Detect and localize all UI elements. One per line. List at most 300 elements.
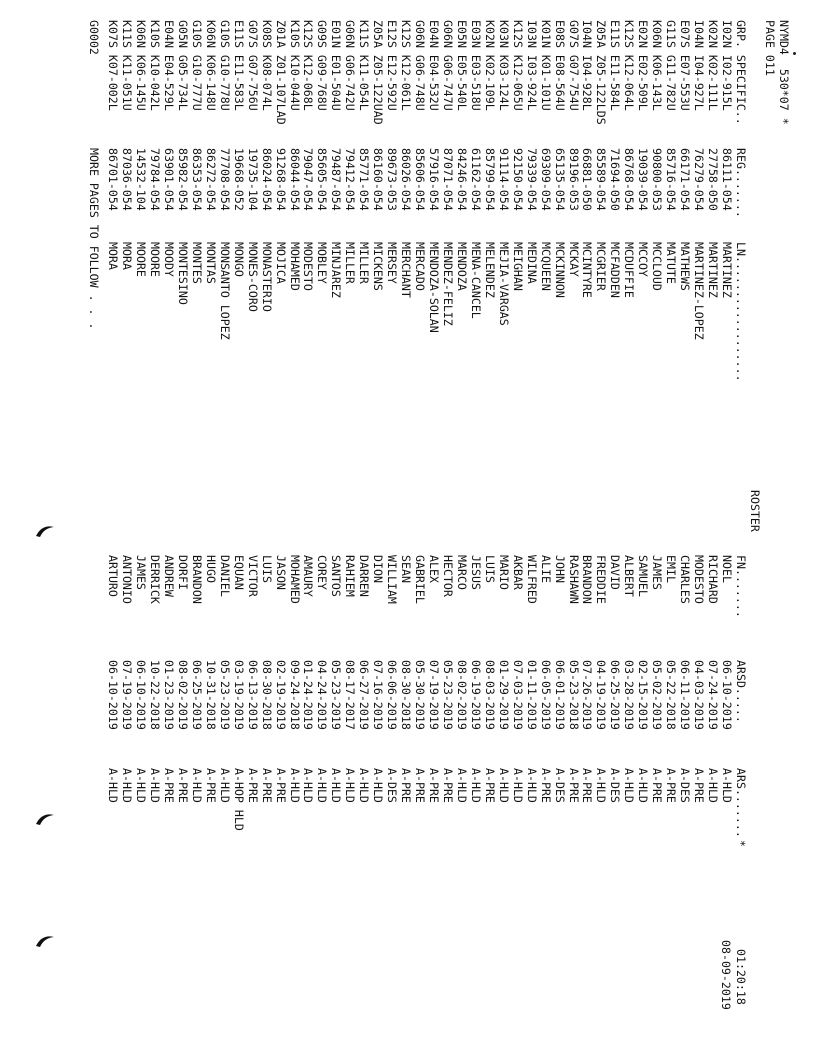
- table-row: [663, 20, 678, 1030]
- row-ars-status: A-DES: [608, 768, 623, 803]
- row-first-name: RASHAWN: [566, 555, 581, 604]
- row-group-spec: K02N K02-109L: [482, 20, 497, 111]
- row-last-name: MERSEY: [385, 242, 400, 284]
- row-group-spec: I03N I03-924L: [524, 20, 539, 111]
- table-row: [203, 20, 218, 1030]
- row-reg-number: 87036-054: [120, 148, 135, 211]
- row-last-name: MELENDEZ: [482, 242, 497, 298]
- row-group-spec: I04N I04-927L: [692, 20, 707, 111]
- binder-hole-mark: [34, 812, 56, 826]
- row-group-spec: G06N G06-742U: [343, 20, 358, 111]
- row-group-spec: Z05A Z05-122UAD: [371, 20, 386, 125]
- row-reg-number: 90800-053: [650, 148, 665, 211]
- row-ars-date: 07-19-2019: [427, 660, 442, 730]
- row-ars-date: 08-02-2019: [454, 660, 469, 730]
- row-last-name: MATUTE: [664, 242, 679, 284]
- row-ars-status: A-HLD: [706, 768, 720, 803]
- row-ars-status: A-HLD: [329, 768, 344, 803]
- header-star: *: [733, 840, 748, 847]
- row-ars-date: 03-19-2019: [231, 660, 246, 730]
- row-last-name: MODESTO: [301, 242, 316, 291]
- row-first-name: BRANDON: [580, 555, 595, 604]
- table-row: [217, 20, 232, 1030]
- row-first-name: MARCO: [454, 555, 469, 590]
- row-last-name: MCCLOUD: [650, 242, 665, 291]
- column-header-reg: REG.......: [734, 148, 748, 218]
- row-reg-number: 86160-054: [371, 148, 386, 211]
- column-header-grp: GRP. SPECIFIC..: [734, 20, 748, 125]
- table-row: [454, 20, 469, 1030]
- row-group-spec: K08S K08-074L: [259, 20, 274, 111]
- row-reg-number: 79784-054: [148, 148, 163, 211]
- row-last-name: MATHEWS: [678, 242, 693, 291]
- row-first-name: CHARLES: [678, 555, 693, 604]
- row-ars-date: 06-10-2019: [106, 660, 121, 730]
- row-reg-number: 85606-054: [413, 148, 428, 211]
- report-id: NYMD4 530*07 *: [777, 20, 791, 125]
- row-group-spec: G05N G05-734L: [176, 20, 190, 111]
- row-reg-number: 85605-054: [315, 148, 330, 211]
- row-last-name: MARTINEZ: [720, 242, 734, 298]
- row-group-spec: E04N E04-529L: [162, 20, 176, 111]
- row-first-name: RAHIEM: [343, 555, 358, 597]
- row-last-name: MCKAY: [566, 242, 581, 277]
- row-group-spec: G06N G06-748U: [413, 20, 428, 111]
- report-title: ROSTER: [748, 490, 763, 532]
- row-first-name: JAMES: [650, 555, 665, 590]
- row-reg-number: 63901-054: [162, 148, 176, 211]
- row-last-name: MONSANTO LOPEZ: [217, 242, 232, 340]
- row-last-name: MONTAS: [203, 242, 218, 284]
- row-group-spec: G07S G07-754U: [566, 20, 581, 111]
- row-last-name: MOHAMED: [287, 242, 302, 291]
- row-first-name: SEAN: [399, 555, 414, 583]
- table-row: [426, 20, 441, 1030]
- row-ars-status: A-PRE: [482, 768, 497, 803]
- row-ars-status: A-HLD: [134, 768, 149, 803]
- row-ars-date: 06-27-2019: [357, 660, 372, 730]
- scan-speck: [793, 52, 796, 55]
- row-last-name: MENDOZA: [454, 242, 469, 291]
- row-ars-status: A-PRE: [176, 768, 190, 803]
- row-ars-status: A-HLD: [720, 768, 734, 803]
- row-ars-date: 04-03-2019: [692, 660, 707, 730]
- row-reg-number: 19668-052: [231, 148, 246, 211]
- footer-message: MORE PAGES TO FOLLOW . . .: [87, 148, 101, 330]
- column-header-row: [733, 20, 748, 1030]
- table-row: [496, 20, 511, 1030]
- row-last-name: MCFADDEN: [608, 242, 623, 298]
- row-group-spec: K06N K06-145U: [134, 20, 149, 111]
- row-group-spec: E07S E07-553U: [678, 20, 693, 111]
- row-first-name: ALBERT: [622, 555, 637, 597]
- row-first-name: WILLIAM: [385, 555, 400, 604]
- row-ars-status: A-PRE: [580, 768, 595, 803]
- row-last-name: MERCADO: [413, 242, 428, 291]
- row-ars-date: 01-11-2019: [524, 660, 539, 730]
- table-row: [482, 20, 497, 1030]
- row-ars-status: A-PRE: [273, 768, 288, 803]
- row-first-name: ANTONIO: [120, 555, 135, 604]
- row-first-name: GABRIEL: [413, 555, 428, 604]
- row-group-spec: Z01A Z01-107LAD: [273, 20, 288, 125]
- row-reg-number: 86768-054: [622, 148, 637, 211]
- row-first-name: EMIL: [664, 555, 679, 583]
- row-reg-number: 92150-054: [510, 148, 525, 211]
- row-group-spec: K06N K06-148U: [203, 20, 218, 111]
- row-ars-date: 05-02-2019: [650, 660, 665, 730]
- row-reg-number: 19735-104: [245, 148, 260, 211]
- row-first-name: MARIO: [496, 555, 511, 590]
- row-reg-number: 61162-054: [468, 148, 483, 211]
- row-ars-status: A-PRE: [664, 768, 679, 803]
- row-ars-date: 05-30-2019: [413, 660, 428, 730]
- row-group-spec: E11S E11-583L: [231, 20, 246, 111]
- row-last-name: MEJIA-VARGAS: [496, 242, 511, 326]
- row-group-spec: K10S K10-042L: [148, 20, 163, 111]
- binder-hole-mark: [34, 934, 56, 948]
- table-row: [342, 20, 357, 1030]
- row-ars-status: A-HLD: [622, 768, 637, 803]
- row-ars-status: A-PRE: [566, 768, 581, 803]
- table-row: [119, 20, 134, 1030]
- row-last-name: MARTINEZ-LOPEZ: [692, 242, 707, 340]
- row-reg-number: 85982-054: [176, 148, 190, 211]
- row-last-name: MCDUFFIE: [622, 242, 637, 298]
- table-row: [566, 20, 581, 1030]
- row-reg-number: 86024-054: [259, 148, 274, 211]
- row-group-spec: K12S K12-061L: [399, 20, 414, 111]
- row-first-name: LUIS: [482, 555, 497, 583]
- row-ars-date: 07-26-2019: [580, 660, 595, 730]
- table-row: [315, 20, 330, 1030]
- row-ars-status: A-HLD: [120, 768, 135, 803]
- row-reg-number: 19039-054: [636, 148, 651, 211]
- row-ars-date: 01-23-2019: [162, 660, 176, 730]
- row-last-name: MOORE: [148, 242, 163, 277]
- row-ars-date: 06-13-2019: [245, 660, 260, 730]
- table-row: [677, 20, 692, 1030]
- table-row: [719, 20, 734, 1030]
- row-ars-date: 08-17-2017: [343, 660, 358, 730]
- row-ars-status: A-HLD: [496, 768, 511, 803]
- row-group-spec: E11S E11-584L: [608, 20, 623, 111]
- row-first-name: VICTOR: [245, 555, 260, 597]
- roster-printout: [86, 20, 791, 1030]
- row-last-name: MONES-CORO: [245, 242, 260, 312]
- row-reg-number: 86044-054: [287, 148, 302, 211]
- row-ars-date: 06-25-2019: [189, 660, 204, 730]
- table-row: [593, 20, 608, 1030]
- table-row: [245, 20, 260, 1030]
- row-reg-number: 89196-053: [566, 148, 581, 211]
- row-first-name: DORFI: [176, 555, 190, 590]
- row-first-name: FREDDIE: [594, 555, 609, 604]
- row-ars-date: 07-19-2019: [120, 660, 135, 730]
- row-ars-status: A-HLD: [524, 768, 539, 803]
- row-first-name: MOHAMED: [287, 555, 302, 604]
- row-first-name: ANDREW: [162, 555, 176, 597]
- row-reg-number: 77708-054: [217, 148, 232, 211]
- row-ars-date: 04-19-2019: [594, 660, 609, 730]
- row-reg-number: 66171-054: [678, 148, 693, 211]
- row-ars-status: A-PRE: [399, 768, 414, 803]
- row-reg-number: 86111-054: [720, 148, 734, 211]
- row-ars-status: A-HLD: [357, 768, 372, 803]
- row-reg-number: 79487-054: [329, 148, 344, 211]
- row-reg-number: 87071-054: [441, 148, 455, 211]
- row-last-name: MCINTYRE: [580, 242, 595, 298]
- row-reg-number: 86272-054: [203, 148, 218, 211]
- row-ars-date: 01-29-2019: [496, 660, 511, 730]
- row-group-spec: Z05A Z05-122LDS: [594, 20, 609, 125]
- row-group-spec: G10S G10-778U: [217, 20, 232, 111]
- column-header-fn: FN.......: [734, 555, 748, 618]
- row-last-name: MILLER: [343, 242, 358, 284]
- row-group-spec: G09S G09-768U: [315, 20, 330, 111]
- table-row: [287, 20, 302, 1030]
- row-group-spec: E02N E02-509L: [636, 20, 651, 111]
- row-reg-number: 89673-053: [385, 148, 400, 211]
- row-ars-status: A-PRE: [203, 768, 218, 803]
- table-row: [259, 20, 274, 1030]
- row-group-spec: K12S K12-068L: [301, 20, 316, 111]
- row-group-spec: G10S G10-777U: [189, 20, 204, 111]
- row-reg-number: 79412-054: [343, 148, 358, 211]
- row-reg-number: 85716-054: [664, 148, 679, 211]
- row-ars-status: A-HLD: [454, 768, 469, 803]
- row-ars-date: 06-05-2019: [538, 660, 553, 730]
- report-time: 01:20:18: [734, 949, 749, 1005]
- row-ars-status: A-PRE: [259, 768, 274, 803]
- table-row: [621, 20, 636, 1030]
- row-last-name: MONGO: [231, 242, 246, 277]
- row-last-name: MORA: [106, 242, 121, 270]
- row-group-spec: E04N E04-532U: [427, 20, 442, 111]
- row-first-name: RICHARD: [706, 555, 720, 604]
- row-ars-status: A-HLD: [315, 768, 330, 803]
- row-last-name: MORA: [120, 242, 135, 270]
- row-last-name: MENA-CANCEL: [468, 242, 483, 319]
- row-reg-number: 84246-054: [454, 148, 469, 211]
- table-row: [301, 20, 316, 1030]
- row-ars-status: A-DES: [678, 768, 693, 803]
- row-first-name: JAMES: [134, 555, 149, 590]
- table-row: [649, 20, 664, 1030]
- row-ars-date: 06-10-2019: [134, 660, 149, 730]
- row-ars-date: 06-11-2019: [678, 660, 693, 730]
- row-ars-status: A-PRE: [427, 768, 442, 803]
- row-first-name: DERRICK: [148, 555, 163, 604]
- row-reg-number: 65135-054: [552, 148, 567, 211]
- row-last-name: MONASTERIO: [259, 242, 274, 312]
- row-reg-number: 79047-054: [301, 148, 316, 211]
- table-row: [705, 20, 720, 1030]
- row-first-name: JOHN: [552, 555, 567, 583]
- row-ars-status: A-PRE: [538, 768, 553, 803]
- table-row: [552, 20, 567, 1030]
- row-ars-date: 08-30-2018: [399, 660, 414, 730]
- table-row: [328, 20, 343, 1030]
- row-reg-number: 79339-054: [524, 148, 539, 211]
- row-ars-status: A-HLD: [468, 768, 483, 803]
- row-last-name: MOODY: [162, 242, 176, 277]
- row-first-name: JESUS: [468, 555, 483, 590]
- row-first-name: ALEX: [427, 555, 442, 583]
- row-ars-status: A-HLD: [287, 768, 302, 803]
- row-ars-date: 06-10-2019: [720, 660, 734, 730]
- row-last-name: MOORE: [134, 242, 149, 277]
- row-ars-date: 09-24-2018: [287, 660, 302, 730]
- row-last-name: MOBLEY: [315, 242, 330, 284]
- row-last-name: MEIGHAN: [510, 242, 525, 291]
- column-header-ln: LN..................: [734, 242, 748, 382]
- row-reg-number: 86026-054: [399, 148, 414, 211]
- row-first-name: HECTOR: [441, 555, 455, 597]
- row-ars-status: A-PRE: [162, 768, 176, 803]
- row-group-spec: K12S K12-064L: [622, 20, 637, 111]
- row-ars-date: 06-19-2019: [468, 660, 483, 730]
- row-ars-date: 10-31-2018: [203, 660, 218, 730]
- row-first-name: DANIEL: [217, 555, 232, 597]
- table-row: [231, 20, 246, 1030]
- table-row: [580, 20, 595, 1030]
- row-last-name: MCCOY: [636, 242, 651, 277]
- row-ars-date: 05-23-2019: [217, 660, 232, 730]
- row-first-name: WILFRED: [524, 555, 539, 604]
- row-reg-number: 86353-054: [189, 148, 204, 211]
- row-group-spec: E03N E03-518U: [468, 20, 483, 111]
- row-last-name: MILLER: [357, 242, 372, 284]
- row-group-spec: E08S E08-564U: [552, 20, 567, 111]
- table-row: [370, 20, 385, 1030]
- row-reg-number: 76279-054: [692, 148, 707, 211]
- row-group-spec: K12S K12-065U: [510, 20, 525, 111]
- row-group-spec: G11S G11-782U: [664, 20, 679, 111]
- row-last-name: MCQUEEN: [538, 242, 553, 291]
- footer-code: G0002: [87, 20, 101, 55]
- row-ars-date: 07-16-2019: [371, 660, 386, 730]
- row-last-name: MENDOZA-SOLAN: [427, 242, 442, 333]
- row-ars-status: A-HLD: [106, 768, 121, 803]
- table-row: [524, 20, 539, 1030]
- row-last-name: MCGRIER: [594, 242, 609, 291]
- row-ars-date: 05-22-2018: [664, 660, 679, 730]
- row-reg-number: 66881-050: [580, 148, 595, 211]
- row-group-spec: E01N E01-504U: [329, 20, 344, 111]
- page-number: PAGE 011: [763, 20, 777, 76]
- row-ars-date: 06-01-2019: [552, 660, 567, 730]
- row-group-spec: G06N G06-747U: [441, 20, 455, 111]
- report-date: 08-09-2019: [719, 940, 734, 1010]
- row-reg-number: 91268-054: [273, 148, 288, 211]
- row-reg-number: 85799-054: [482, 148, 497, 211]
- row-first-name: BRANDON: [189, 555, 204, 604]
- row-group-spec: K06N K06-143L: [650, 20, 665, 111]
- row-reg-number: 14532-104: [134, 148, 149, 211]
- row-ars-status: A-PRE: [245, 768, 260, 803]
- table-row: [510, 20, 525, 1030]
- row-reg-number: 85589-054: [594, 148, 609, 211]
- row-group-spec: K03N K03-124L: [496, 20, 511, 111]
- table-row: [105, 20, 120, 1030]
- row-ars-status: A-HLD: [301, 768, 316, 803]
- row-group-spec: I02N I02-915L: [720, 20, 734, 111]
- row-ars-status: A-DES: [552, 768, 567, 803]
- row-ars-date: 01-24-2019: [301, 660, 316, 730]
- row-ars-date: 03-28-2019: [622, 660, 637, 730]
- row-first-name: COREY: [315, 555, 330, 590]
- row-first-name: SAMUEL: [636, 555, 651, 597]
- row-ars-status: A-DES: [385, 768, 400, 803]
- row-group-spec: E12S E12-592U: [385, 20, 400, 111]
- row-ars-date: 08-03-2019: [482, 660, 497, 730]
- row-group-spec: E05N E05-540L: [454, 20, 469, 111]
- row-last-name: MERCHANT: [399, 242, 414, 298]
- row-last-name: MENDEZ-FELIZ: [441, 242, 455, 326]
- table-row: [175, 20, 190, 1030]
- table-row: [412, 20, 427, 1030]
- row-reg-number: 71694-050: [608, 148, 623, 211]
- column-header-arsd: ARSD.....: [734, 660, 748, 723]
- table-row: [356, 20, 371, 1030]
- row-group-spec: K01N K01-101U: [538, 20, 553, 111]
- binder-hole-mark: [34, 524, 56, 538]
- row-first-name: LUIS: [259, 555, 274, 583]
- table-row: [607, 20, 622, 1030]
- row-ars-date: 06-25-2019: [608, 660, 623, 730]
- row-group-spec: K02N K02-111L: [706, 20, 720, 111]
- row-reg-number: 91114-054: [496, 148, 511, 211]
- row-last-name: MONTESINO: [176, 242, 190, 305]
- row-last-name: MINJAREZ: [329, 242, 344, 298]
- table-row: [538, 20, 553, 1030]
- row-first-name: DARREN: [357, 555, 372, 597]
- row-last-name: MONTES: [189, 242, 204, 284]
- row-first-name: SANTOS: [329, 555, 344, 597]
- row-first-name: NOEL: [720, 555, 734, 583]
- row-ars-status: A-HLD: [371, 768, 386, 803]
- row-first-name: ARTURO: [106, 555, 121, 597]
- row-group-spec: G07S G07-756U: [245, 20, 260, 111]
- table-row: [189, 20, 204, 1030]
- row-first-name: DAVID: [608, 555, 623, 590]
- table-row: [133, 20, 148, 1030]
- row-group-spec: I04N I04-928L: [580, 20, 595, 111]
- row-ars-status: A-HLD: [636, 768, 651, 803]
- row-reg-number: 27758-050: [706, 148, 720, 211]
- row-ars-status: A-HLD: [343, 768, 358, 803]
- row-last-name: MCKINNON: [552, 242, 567, 298]
- row-ars-status: A-PRE: [692, 768, 707, 803]
- report-footer: [86, 20, 101, 1030]
- row-ars-date: 07-24-2019: [706, 660, 720, 730]
- table-row: [147, 20, 162, 1030]
- row-reg-number: 57916-054: [427, 148, 442, 211]
- row-ars-status: A-HLD: [594, 768, 609, 803]
- row-first-name: DION: [371, 555, 386, 583]
- row-first-name: HUGO: [203, 555, 218, 583]
- row-first-name: ALIE: [538, 555, 553, 583]
- row-first-name: AMAURY: [301, 555, 316, 597]
- row-ars-date: 08-30-2018: [259, 660, 274, 730]
- row-last-name: MARTINEZ: [706, 242, 720, 298]
- row-group-spec: K11S K11-054L: [357, 20, 372, 111]
- row-reg-number: 86701-054: [106, 148, 121, 211]
- row-first-name: AKBAR: [510, 555, 525, 590]
- row-ars-date: 07-03-2019: [510, 660, 525, 730]
- row-first-name: JASON: [273, 555, 288, 590]
